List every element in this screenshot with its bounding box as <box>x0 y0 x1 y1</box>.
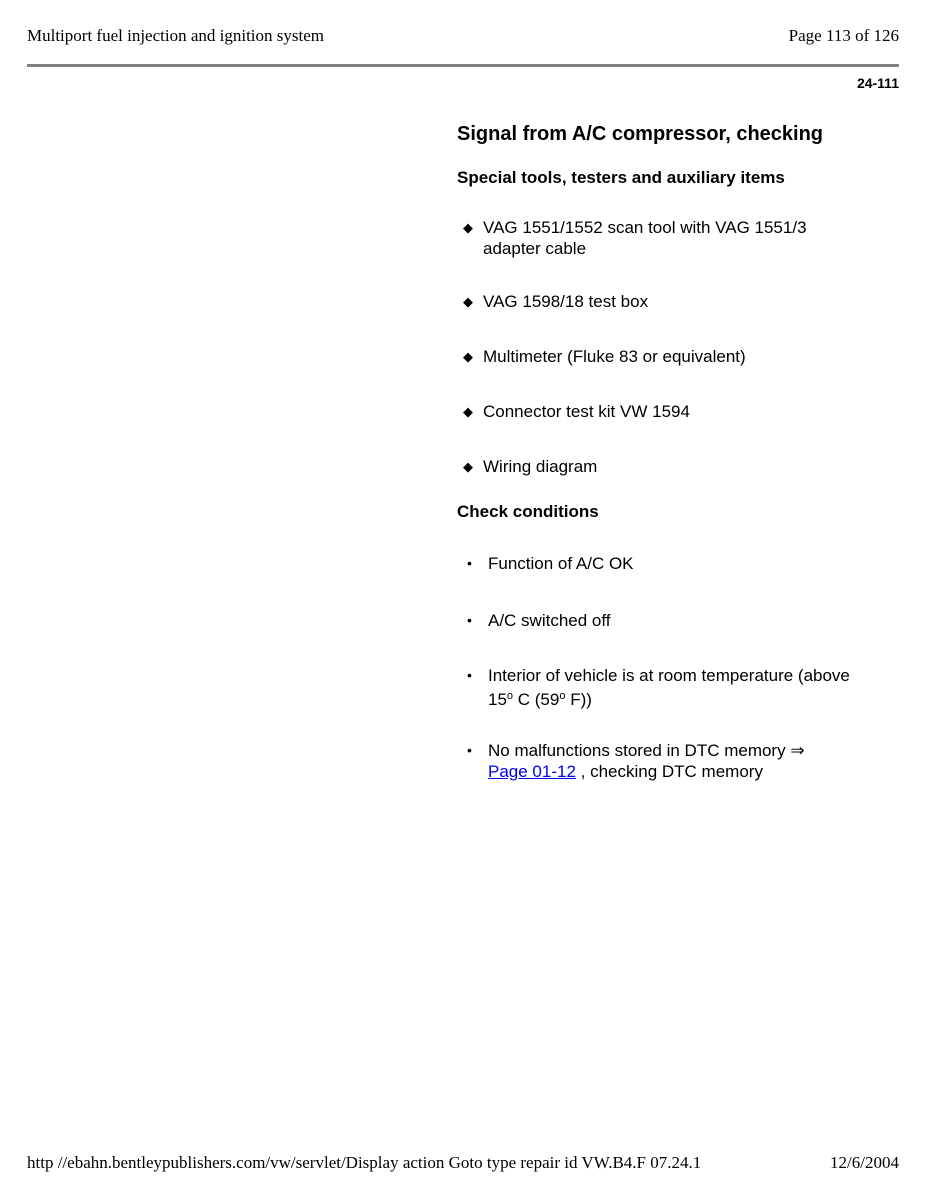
tool-item-text: VAG 1598/18 test box <box>483 292 649 311</box>
tool-item-text: Wiring diagram <box>483 457 598 476</box>
footer-date: 12/6/2004 <box>830 1153 899 1172</box>
page-footer <box>27 1153 899 1173</box>
tool-item-text: Connector test kit VW 1594 <box>483 402 690 421</box>
temperature-text-part: C (59 <box>513 690 560 709</box>
condition-item-temperature <box>457 665 857 710</box>
condition-item-text <box>488 665 857 710</box>
dot-bullet-icon: • <box>467 555 472 571</box>
condition-item-ac-function <box>457 553 857 574</box>
temperature-text-part: Interior of vehicle is at room temperature (above 15 <box>488 666 850 709</box>
diamond-bullet-icon: ◆ <box>463 459 473 474</box>
tools-heading: Special tools, testers and auxiliary items <box>457 168 785 187</box>
diamond-bullet-icon: ◆ <box>463 349 473 364</box>
tool-item-multimeter <box>457 346 857 367</box>
tool-item-connector-kit <box>457 401 857 422</box>
tool-item-text: Multimeter (Fluke 83 or equivalent) <box>483 347 746 366</box>
header-title: Multiport fuel injection and ignition system <box>27 26 324 45</box>
tool-item-test-box <box>457 291 857 312</box>
section-page-code: 24-111 <box>856 75 899 91</box>
tool-item-wiring-diagram <box>457 456 857 477</box>
header-divider <box>27 64 899 67</box>
degree-symbol: o <box>506 690 514 702</box>
procedure-title: Signal from A/C compressor, checking <box>457 123 824 145</box>
footer-url: http //ebahn.bentleypublishers.com/vw/servlet/Display action Goto type repair id VW.B4.F 07.24.1 <box>27 1153 702 1172</box>
diamond-bullet-icon: ◆ <box>463 294 473 309</box>
page-01-12-link[interactable]: Page 01-12 <box>488 762 576 781</box>
tool-item-text: VAG 1551/1552 scan tool with VAG 1551/3 adapter cable <box>483 218 807 258</box>
dtc-text: No malfunctions stored in DTC memory ⇒ <box>488 741 805 760</box>
header-page-number: Page 113 of 126 <box>788 26 899 45</box>
dtc-text-after: , checking DTC memory <box>575 762 763 781</box>
tool-item-scan-tool <box>457 217 857 259</box>
conditions-heading: Check conditions <box>457 502 599 521</box>
temperature-text-part: F)) <box>565 690 592 709</box>
dot-bullet-icon: • <box>467 742 472 758</box>
condition-item-text: Function of A/C OK <box>488 554 634 573</box>
diamond-bullet-icon: ◆ <box>463 404 473 419</box>
condition-item-dtc-memory <box>457 740 857 782</box>
condition-item-text <box>488 740 857 782</box>
degree-symbol: o <box>559 690 566 702</box>
diamond-bullet-icon: ◆ <box>463 220 473 235</box>
dot-bullet-icon: • <box>467 667 472 683</box>
condition-item-text: A/C switched off <box>488 611 611 630</box>
page-header <box>27 26 899 46</box>
condition-item-ac-off <box>457 610 857 631</box>
dot-bullet-icon: • <box>467 612 472 628</box>
